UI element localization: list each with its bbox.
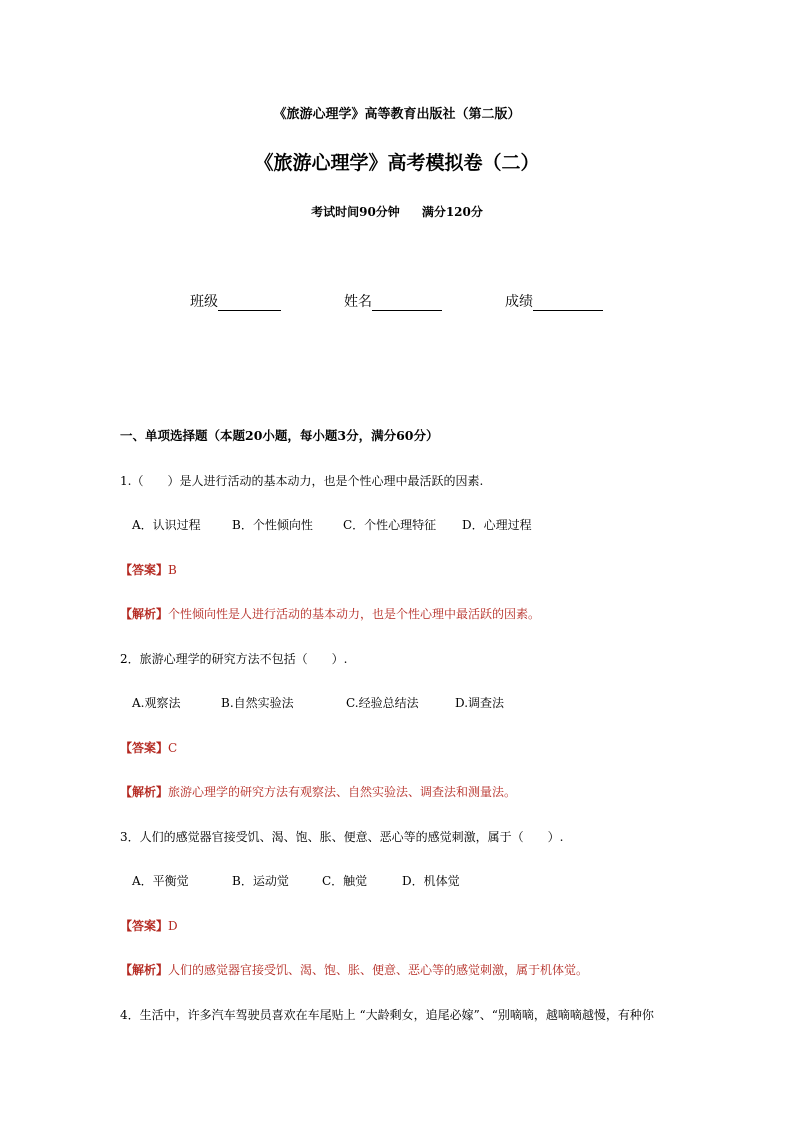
answer-value: B bbox=[168, 563, 177, 577]
option: D.调查法 bbox=[455, 696, 505, 710]
analysis-label: 【解析】 bbox=[120, 607, 169, 621]
name-field[interactable] bbox=[344, 291, 442, 311]
option: D．心理过程 bbox=[462, 518, 532, 532]
analysis-label: 【解析】 bbox=[120, 785, 169, 799]
answer bbox=[120, 739, 177, 756]
question-text: 4．生活中，许多汽车驾驶员喜欢在车尾贴上 “大龄剩女，追尾必嫁”、“别嘀嘀，越嘀嘀越慢，有种你 bbox=[120, 1008, 654, 1022]
option: C．触觉 bbox=[322, 874, 368, 888]
question-text: 1.（ ）是人进行活动的基本动力，也是个性心理中最活跃的因素. bbox=[120, 474, 484, 488]
analysis bbox=[120, 605, 540, 622]
option: C.经验总结法 bbox=[346, 696, 419, 710]
answer-label: 【答案】 bbox=[120, 563, 169, 577]
score-field-blank[interactable] bbox=[533, 295, 603, 311]
analysis-text: 个性倾向性是人进行活动的基本动力，也是个性心理中最活跃的因素。 bbox=[168, 607, 541, 621]
option: B．个性倾向性 bbox=[232, 518, 313, 532]
class-field-label: 班级 bbox=[190, 294, 218, 310]
analysis-label: 【解析】 bbox=[120, 963, 169, 977]
analysis bbox=[120, 961, 588, 978]
answer-label: 【答案】 bbox=[120, 741, 169, 755]
question-text: 2．旅游心理学的研究方法不包括（ ）. bbox=[120, 652, 348, 666]
option: C．个性心理特征 bbox=[343, 518, 437, 532]
answer-value: C bbox=[168, 741, 178, 755]
answer bbox=[120, 561, 177, 578]
full-score: 满分120分 bbox=[421, 205, 483, 219]
name-field-blank[interactable] bbox=[372, 295, 442, 311]
answer-label: 【答案】 bbox=[120, 919, 169, 933]
answer bbox=[120, 917, 178, 934]
option: A.观察法 bbox=[132, 696, 181, 710]
score-field-label: 成绩 bbox=[505, 294, 533, 310]
document-title: 《旅游心理学》高考模拟卷（二） bbox=[254, 152, 540, 174]
class-field[interactable] bbox=[190, 291, 281, 311]
option: B．运动觉 bbox=[232, 874, 289, 888]
section-heading: 一、单项选择题（本题20小题，每小题3分，满分60分） bbox=[120, 428, 439, 443]
option: A．认识过程 bbox=[132, 518, 201, 532]
score-field[interactable] bbox=[505, 291, 603, 311]
class-field-blank[interactable] bbox=[218, 295, 281, 311]
analysis bbox=[120, 783, 516, 800]
exam-info bbox=[0, 203, 794, 220]
name-field-label: 姓名 bbox=[344, 294, 372, 310]
question-text: 3．人们的感觉器官接受饥、渴、饱、胀、便意、恶心等的感觉刺激，属于（ ）. bbox=[120, 830, 564, 844]
option: D．机体觉 bbox=[402, 874, 460, 888]
exam-time: 考试时间90分钟 bbox=[311, 205, 400, 219]
analysis-text: 旅游心理学的研究方法有观察法、自然实验法、调查法和测量法。 bbox=[168, 785, 517, 799]
option: B.自然实验法 bbox=[221, 696, 294, 710]
document-subtitle: 《旅游心理学》高等教育出版社（第二版） bbox=[273, 107, 521, 122]
answer-value: D bbox=[168, 919, 178, 933]
option: A．平衡觉 bbox=[132, 874, 189, 888]
analysis-text: 人们的感觉器官接受饥、渴、饱、胀、便意、恶心等的感觉刺激，属于机体觉。 bbox=[168, 963, 589, 977]
